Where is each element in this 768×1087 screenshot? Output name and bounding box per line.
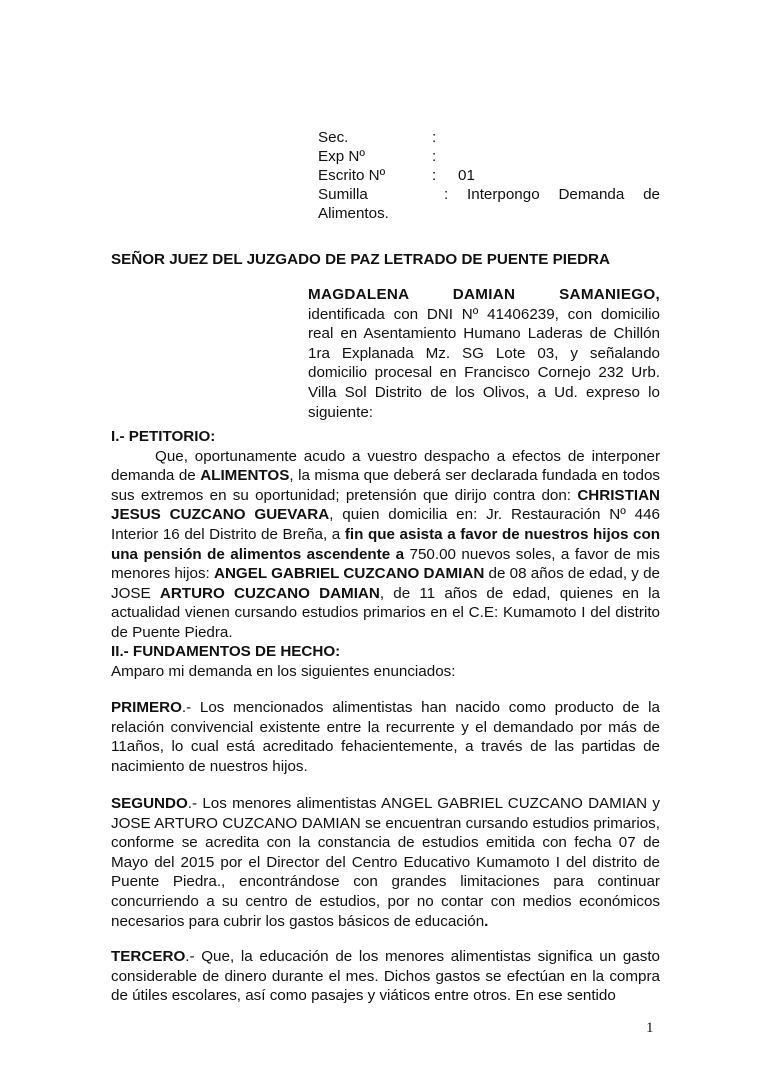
sec-label: Sec. [318, 129, 349, 146]
petitorio-bold: fin que asista a favor de nuestros hijos con una pensión de alimentos ascendente a [111, 525, 660, 563]
case-header [318, 128, 660, 223]
tercero-paragraph [111, 947, 660, 1006]
petitorio-bold: ALIMENTOS [200, 467, 290, 485]
exp-label: Exp Nº [318, 148, 365, 165]
segundo-paragraph [111, 794, 660, 931]
child-name: ANGEL GABRIEL CUZCANO DAMIAN [214, 565, 485, 583]
segundo-end: . [484, 912, 489, 930]
petitorio-text: , quien domicilia en: Jr. Restauración Nº 446 Interior 16 del Distrito de Breña, a [111, 506, 660, 543]
petitorio-text: , la misma que deberá ser declarada fundada en todos sus extremos en su oportunidad; pretensión que dirijo contra don: [111, 467, 660, 504]
petitorio-text: Que, oportunamente acudo a vuestro despacho a efectos de interponer demanda de [111, 447, 660, 485]
escrito-colon: : [432, 167, 437, 184]
sumilla-label: Sumilla [318, 186, 368, 203]
petitorio-text: de 08 años de edad, y de JOSE [111, 565, 660, 602]
sumilla-text-2: Alimentos. [318, 205, 389, 222]
judge-heading: SEÑOR JUEZ DEL JUZGADO DE PAZ LETRADO DE PUENTE PIEDRA [111, 251, 610, 268]
sumilla-continuation [318, 204, 660, 223]
primero-text: .- Los mencionados alimentistas han nacido como producto de la relación convivencial existente entre la recurrente y el demandado por más de 11años, lo cual está acreditado fehacientemente, a través de las partidas de nacimiento de nuestros hijos. [111, 699, 660, 775]
sec-row [318, 128, 660, 147]
escrito-value: 01 [458, 167, 475, 184]
petitorio-heading: I.- PETITORIO: [111, 428, 216, 445]
escrito-label: Escrito Nº [318, 167, 386, 184]
fundamentos-subheading: Amparo mi demanda en los siguientes enunciados: [111, 662, 456, 680]
fundamentos-heading: II.- FUNDAMENTOS DE HECHO: [111, 643, 341, 660]
petitorio-section [111, 427, 660, 643]
petitorio-text: , de 11 años de edad, quienes en la actualidad vienen cursando estudios primarios en el C.E: Kumamoto I del distrito de Puente Piedra. [111, 584, 660, 641]
child-name: ARTURO CUZCANO DAMIAN [159, 584, 380, 602]
segundo-text: .- Los menores alimentistas ANGEL GABRIEL CUZCANO DAMIAN y JOSE ARTURO CUZCANO DAMIAN se encuentran cursando estudios primarios, conforme se acredita con la constancia de estudios emitida con fecha 07 de Mayo del 2015 por el Director del Centro Educativo Kumamoto I del distrito de Puente Piedra., encontrándose con grandes limitaciones para continuar concurriendo a su centro de estudios, por no contar con medios económicos necesarios para cubrir los gastos básicos de educación [111, 795, 660, 930]
escrito-row [318, 166, 660, 185]
page-number: 1 [646, 1020, 654, 1036]
plaintiff-intro [308, 285, 660, 422]
sumilla-text: : Interpongo Demanda de [444, 186, 660, 203]
segundo-label: SEGUNDO [111, 795, 188, 812]
sumilla-row [318, 185, 660, 204]
primero-label: PRIMERO [111, 699, 182, 716]
fundamentos-section [111, 642, 660, 681]
sec-colon: : [432, 129, 437, 146]
exp-colon: : [432, 148, 437, 165]
primero-paragraph [111, 698, 660, 776]
petitorio-text: 750.00 nuevos soles, a favor de mis menores hijos: [111, 545, 660, 583]
indent [111, 448, 155, 465]
tercero-label: TERCERO [111, 948, 186, 965]
tercero-text: .- Que, la educación de los menores alimentistas significa un gasto considerable de dinero durante el mes. Dichos gastos se efectúan en la compra de útiles escolares, así como pasajes y viáticos entre otros. En ese sentido [111, 948, 660, 1005]
petitorio-paragraph [111, 447, 660, 643]
plaintiff-name: MAGDALENA DAMIAN SAMANIEGO, [308, 286, 660, 303]
plaintiff-details: identificada con DNI Nº 41406239, con domicilio real en Asentamiento Humano Laderas de Chillón 1ra Explanada Mz. SG Lote 03, y señalando domicilio procesal en Francisco Cornejo 232 Urb. Villa Sol Distrito de los Olivos, a Ud. expreso lo siguiente: [308, 305, 660, 421]
defendant-name: CHRISTIAN JESUS CUZCANO GUEVARA [111, 486, 660, 524]
exp-row [318, 147, 660, 166]
